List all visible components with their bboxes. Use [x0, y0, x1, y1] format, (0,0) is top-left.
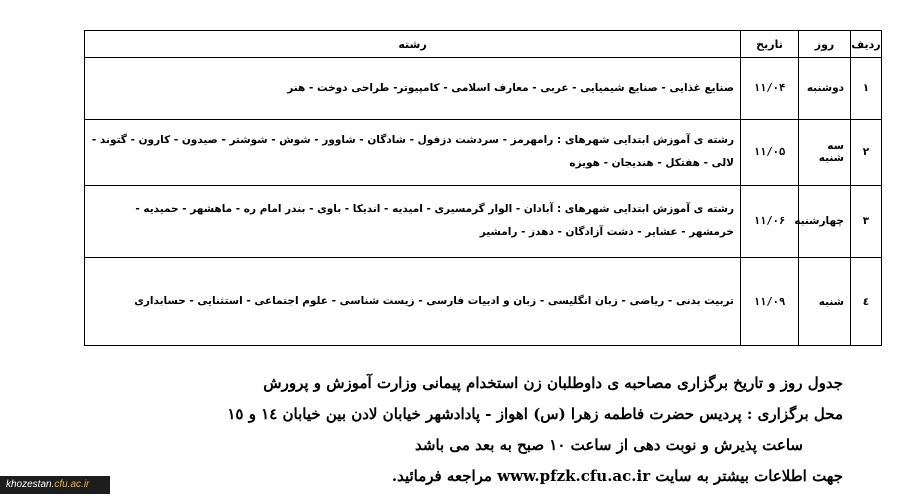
table-header-row — [85, 31, 882, 58]
watermark-domain: cfu.ac.ir — [54, 479, 90, 490]
header-day: روز — [799, 31, 851, 58]
schedule-table — [84, 30, 882, 346]
row-number: ۱ — [851, 58, 882, 120]
notes-website-line — [83, 461, 843, 492]
website-link[interactable]: www.pfzk.cfu.ac.ir — [497, 467, 651, 485]
notes-location: محل برگزاری : پردیس حضرت فاطمه زهرا (س) اهواز - پادادشهر خیابان لادن بین خیابان ١٤ و ١٥ — [227, 405, 843, 423]
row-field: رشته ی آموزش ابتدایی شهرهای : رامهرمز - سردشت دزفول - شادگان - شاوور - شوش - شوشتر - صیدون - کارون - گتوند - لالی - هفتکل - هندیجان - هویزه — [85, 119, 741, 185]
notes-hours: ساعت پذیرش و نوبت دهی از ساعت ۱۰ صبح به بعد می باشد — [415, 436, 803, 454]
row-date: ۱۱/۰۹ — [741, 258, 799, 346]
row-day: شنبه — [799, 258, 851, 346]
row-date: ۱۱/۰۴ — [741, 58, 799, 120]
announcement-notes — [83, 368, 843, 492]
row-day: چهارشنبه — [799, 185, 851, 257]
row-field: تربیت بدنی - ریاضی - زبان انگلیسی - زبان و ادبیات فارسی - زیست شناسی - علوم اجتماعی - استثنایی - حسابداری — [85, 258, 741, 346]
row-field: صنایع غذایی - صنایع شیمیایی - عربی - معارف اسلامی - کامپیوتر- طراحی دوخت - هنر — [85, 58, 741, 120]
row-number: ٤ — [851, 258, 882, 346]
row-date: ۱۱/۰۵ — [741, 119, 799, 185]
row-day: سه شنبه — [799, 119, 851, 185]
table-row — [85, 258, 882, 346]
table-row — [85, 185, 882, 257]
watermark-prefix: khozestan. — [6, 479, 55, 490]
table-row — [85, 58, 882, 120]
row-field: رشته ی آموزش ابتدایی شهرهای : آبادان - الوار گرمسیری - امیدیه - اندیکا - باوی - بندر امام ره - ماهشهر - حمیدیه - خرمشهر - عشایر - دشت آزادگان - دهدز - رامشیر — [85, 185, 741, 257]
header-field: رشته — [85, 31, 741, 58]
table-row — [85, 119, 882, 185]
notes-website-pre: جهت اطلاعات بیشتر به سایت — [655, 467, 843, 485]
notes-title: جدول روز و تاریخ برگزاری مصاحبه ی داوطلبان زن استخدام پیمانی وزارت آموزش و پرورش — [263, 374, 843, 392]
row-number: ۳ — [851, 185, 882, 257]
header-row-number: ردیف — [851, 31, 882, 58]
header-date: تاریخ — [741, 31, 799, 58]
row-date: ۱۱/۰۶ — [741, 185, 799, 257]
source-watermark — [0, 476, 110, 494]
row-number: ۲ — [851, 119, 882, 185]
row-day: دوشنبه — [799, 58, 851, 120]
notes-website-post: مراجعه فرمائید. — [391, 467, 492, 485]
